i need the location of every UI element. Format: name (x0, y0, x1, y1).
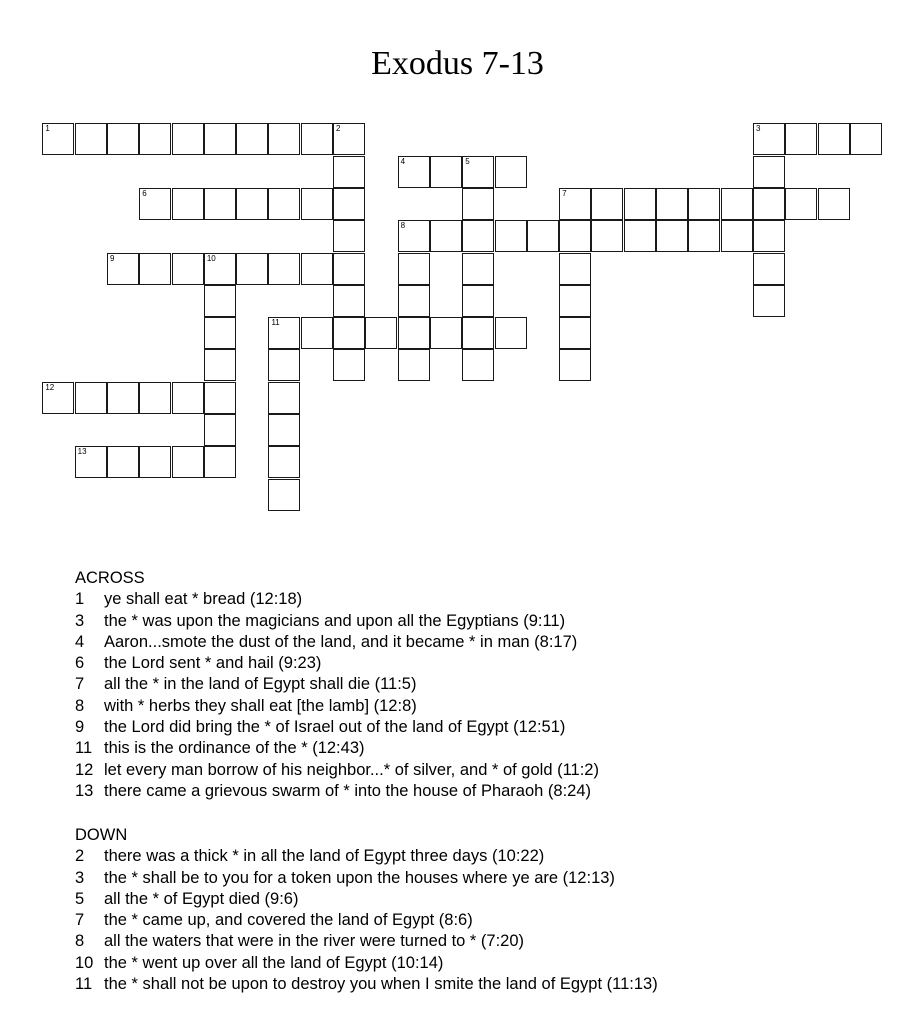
grid-cell[interactable] (236, 188, 268, 220)
clue-item (75, 953, 658, 974)
grid-cell[interactable] (107, 382, 139, 414)
grid-cell[interactable] (268, 382, 300, 414)
grid-cell[interactable] (753, 285, 785, 317)
clue-text: with * herbs they shall eat [the lamb] (12:8) (104, 696, 417, 715)
grid-cell[interactable] (204, 253, 236, 285)
clue-text: there was a thick * in all the land of Egypt three days (10:22) (104, 847, 545, 866)
grid-cell[interactable] (591, 188, 623, 220)
clue-number: 10 (75, 953, 94, 972)
grid-cell[interactable] (333, 349, 365, 381)
grid-cell[interactable] (721, 188, 753, 220)
clue-item (75, 846, 658, 867)
grid-cell[interactable] (172, 446, 204, 478)
grid-cell[interactable] (107, 123, 139, 155)
grid-cell[interactable] (268, 317, 300, 349)
grid-cell[interactable] (559, 285, 591, 317)
clue-item (75, 760, 599, 781)
grid-cell[interactable] (301, 188, 333, 220)
grid-cell[interactable] (204, 317, 236, 349)
cell-number: 3 (755, 124, 761, 134)
grid-cell[interactable] (42, 382, 74, 414)
grid-cell[interactable] (495, 220, 527, 252)
grid-cell[interactable] (559, 349, 591, 381)
clue-number: 12 (75, 760, 94, 779)
grid-cell[interactable] (624, 188, 656, 220)
grid-cell[interactable] (268, 188, 300, 220)
grid-cell[interactable] (527, 220, 559, 252)
cell-number: 11 (271, 318, 280, 328)
clue-number: 4 (75, 632, 85, 651)
cell-number: 10 (206, 253, 216, 263)
cell-number: 4 (400, 156, 406, 166)
grid-cell[interactable] (172, 382, 204, 414)
grid-cell[interactable] (301, 253, 333, 285)
clue-number: 11 (75, 739, 93, 758)
clue-number: 8 (75, 932, 85, 951)
grid-cell[interactable] (268, 446, 300, 478)
grid-cell[interactable] (398, 349, 430, 381)
grid-cell[interactable] (398, 285, 430, 317)
grid-cell[interactable] (236, 123, 268, 155)
grid-cell[interactable] (301, 123, 333, 155)
grid-cell[interactable] (333, 220, 365, 252)
grid-cell[interactable] (462, 317, 494, 349)
clue-number: 8 (75, 696, 85, 715)
grid-cell[interactable] (268, 253, 300, 285)
clue-number: 2 (75, 847, 85, 866)
clue-item (75, 589, 599, 610)
cell-number: 2 (336, 124, 341, 134)
clue-text: let every man borrow of his neighbor...* of silver, and * of gold (11:2) (104, 760, 599, 779)
clue-number: 6 (75, 654, 85, 673)
across-heading: ACROSS (75, 569, 145, 587)
grid-cell[interactable] (107, 446, 139, 478)
grid-cell[interactable] (785, 123, 817, 155)
grid-cell[interactable] (172, 253, 204, 285)
clue-item (75, 632, 599, 653)
down-heading: DOWN (75, 826, 128, 844)
cell-number: 1 (45, 124, 50, 134)
clue-text: the Lord sent * and hail (9:23) (104, 654, 322, 673)
grid-cell[interactable] (462, 220, 494, 252)
clue-text: the * shall not be upon to destroy you when I smite the land of Egypt (11:13) (104, 975, 658, 994)
grid-cell[interactable] (850, 123, 882, 155)
grid-cell[interactable] (107, 253, 139, 285)
grid-cell[interactable] (656, 220, 688, 252)
grid-cell[interactable] (559, 317, 591, 349)
grid-cell[interactable] (268, 349, 300, 381)
clue-item (75, 653, 599, 674)
grid-cell[interactable] (559, 253, 591, 285)
grid-cell[interactable] (753, 188, 785, 220)
clue-text: all the * in the land of Egypt shall die (11:5) (104, 675, 417, 694)
clue-text: this is the ordinance of the * (12:43) (104, 739, 365, 758)
grid-cell[interactable] (462, 285, 494, 317)
grid-cell[interactable] (333, 188, 365, 220)
grid-cell[interactable] (204, 285, 236, 317)
cell-number: 13 (77, 447, 87, 457)
grid-cell[interactable] (333, 123, 365, 155)
grid-cell[interactable] (204, 123, 236, 155)
clue-item (75, 931, 658, 952)
grid-cell[interactable] (204, 188, 236, 220)
cell-number: 8 (400, 221, 406, 231)
clue-item (75, 611, 599, 632)
clue-text: the * came up, and covered the land of Egypt (8:6) (104, 911, 473, 930)
clue-number: 1 (75, 590, 85, 609)
clue-number: 3 (75, 868, 85, 887)
cell-number: 5 (465, 156, 470, 166)
grid-cell[interactable] (139, 123, 171, 155)
clue-item (75, 696, 599, 717)
clue-number: 7 (75, 911, 85, 930)
grid-cell[interactable] (462, 349, 494, 381)
clue-number: 3 (75, 611, 85, 630)
grid-cell[interactable] (753, 253, 785, 285)
grid-cell[interactable] (75, 123, 107, 155)
grid-cell[interactable] (268, 414, 300, 446)
grid-cell[interactable] (753, 123, 785, 155)
clue-text: there came a grievous swarm of * into the house of Pharaoh (8:24) (104, 781, 592, 800)
grid-cell[interactable] (398, 220, 430, 252)
clue-item (75, 717, 599, 738)
grid-cell[interactable] (495, 156, 527, 188)
clue-text: the * was upon the magicians and upon all the Egyptians (9:11) (104, 611, 566, 630)
grid-cell[interactable] (495, 317, 527, 349)
grid-cell[interactable] (301, 317, 333, 349)
grid-cell[interactable] (818, 188, 850, 220)
grid-cell[interactable] (656, 188, 688, 220)
cell-number: 9 (109, 253, 115, 263)
grid-cell[interactable] (333, 285, 365, 317)
clue-item (75, 868, 658, 889)
cell-number: 6 (142, 188, 147, 198)
grid-cell[interactable] (688, 188, 720, 220)
clue-number: 9 (75, 718, 85, 737)
clue-number: 5 (75, 889, 85, 908)
grid-cell[interactable] (204, 446, 236, 478)
grid-cell[interactable] (785, 188, 817, 220)
grid-cell[interactable] (430, 156, 462, 188)
grid-cell[interactable] (559, 220, 591, 252)
grid-cell[interactable] (462, 156, 494, 188)
grid-cell[interactable] (75, 382, 107, 414)
clue-text: the * went up over all the land of Egypt (10:14) (104, 953, 444, 972)
grid-cell[interactable] (333, 317, 365, 349)
grid-cell[interactable] (139, 382, 171, 414)
clue-text: the * shall be to you for a token upon the houses where ye are (12:13) (104, 868, 615, 887)
grid-cell[interactable] (559, 188, 591, 220)
grid-cell[interactable] (268, 123, 300, 155)
clue-number: 7 (75, 675, 85, 694)
clue-text: the Lord did bring the * of Israel out of the land of Egypt (12:51) (104, 718, 566, 737)
grid-cell[interactable] (139, 188, 171, 220)
grid-cell[interactable] (365, 317, 397, 349)
grid-cell[interactable] (462, 253, 494, 285)
clue-text: all the * of Egypt died (9:6) (104, 889, 299, 908)
grid-cell[interactable] (430, 317, 462, 349)
grid-cell[interactable] (139, 253, 171, 285)
cell-number: 12 (45, 382, 55, 392)
grid-cell[interactable] (430, 220, 462, 252)
grid-cell[interactable] (75, 446, 107, 478)
clue-item (75, 889, 658, 910)
clue-text: Aaron...smote the dust of the land, and it became * in man (8:17) (104, 632, 578, 651)
grid-cell[interactable] (753, 220, 785, 252)
clue-text: all the waters that were in the river were turned to * (7:20) (104, 932, 525, 951)
grid-cell[interactable] (818, 123, 850, 155)
across-clues (75, 568, 599, 802)
grid-cell[interactable] (333, 253, 365, 285)
grid-cell[interactable] (333, 156, 365, 188)
grid-cell[interactable] (462, 188, 494, 220)
clue-item (75, 974, 658, 995)
cell-number: 7 (562, 188, 567, 198)
grid-cell[interactable] (398, 156, 430, 188)
clue-item (75, 910, 658, 931)
grid-cell[interactable] (172, 188, 204, 220)
grid-cell[interactable] (139, 446, 171, 478)
page-title: Exodus 7-13 (371, 45, 544, 82)
grid-cell[interactable] (398, 253, 430, 285)
grid-cell[interactable] (204, 349, 236, 381)
grid-cell[interactable] (624, 220, 656, 252)
grid-cell[interactable] (721, 220, 753, 252)
grid-cell[interactable] (204, 382, 236, 414)
grid-cell[interactable] (688, 220, 720, 252)
grid-cell[interactable] (398, 317, 430, 349)
down-clues (75, 825, 658, 995)
clue-item (75, 674, 599, 695)
clue-item (75, 781, 599, 802)
clue-item (75, 738, 599, 759)
clue-number: 11 (75, 975, 93, 994)
grid-cell[interactable] (268, 479, 300, 511)
clue-text: ye shall eat * bread (12:18) (104, 590, 303, 609)
grid-cell[interactable] (204, 414, 236, 446)
grid-cell[interactable] (42, 123, 74, 155)
grid-cell[interactable] (753, 156, 785, 188)
grid-cell[interactable] (172, 123, 204, 155)
grid-cell[interactable] (236, 253, 268, 285)
grid-cell[interactable] (591, 220, 623, 252)
clue-number: 13 (75, 781, 94, 800)
